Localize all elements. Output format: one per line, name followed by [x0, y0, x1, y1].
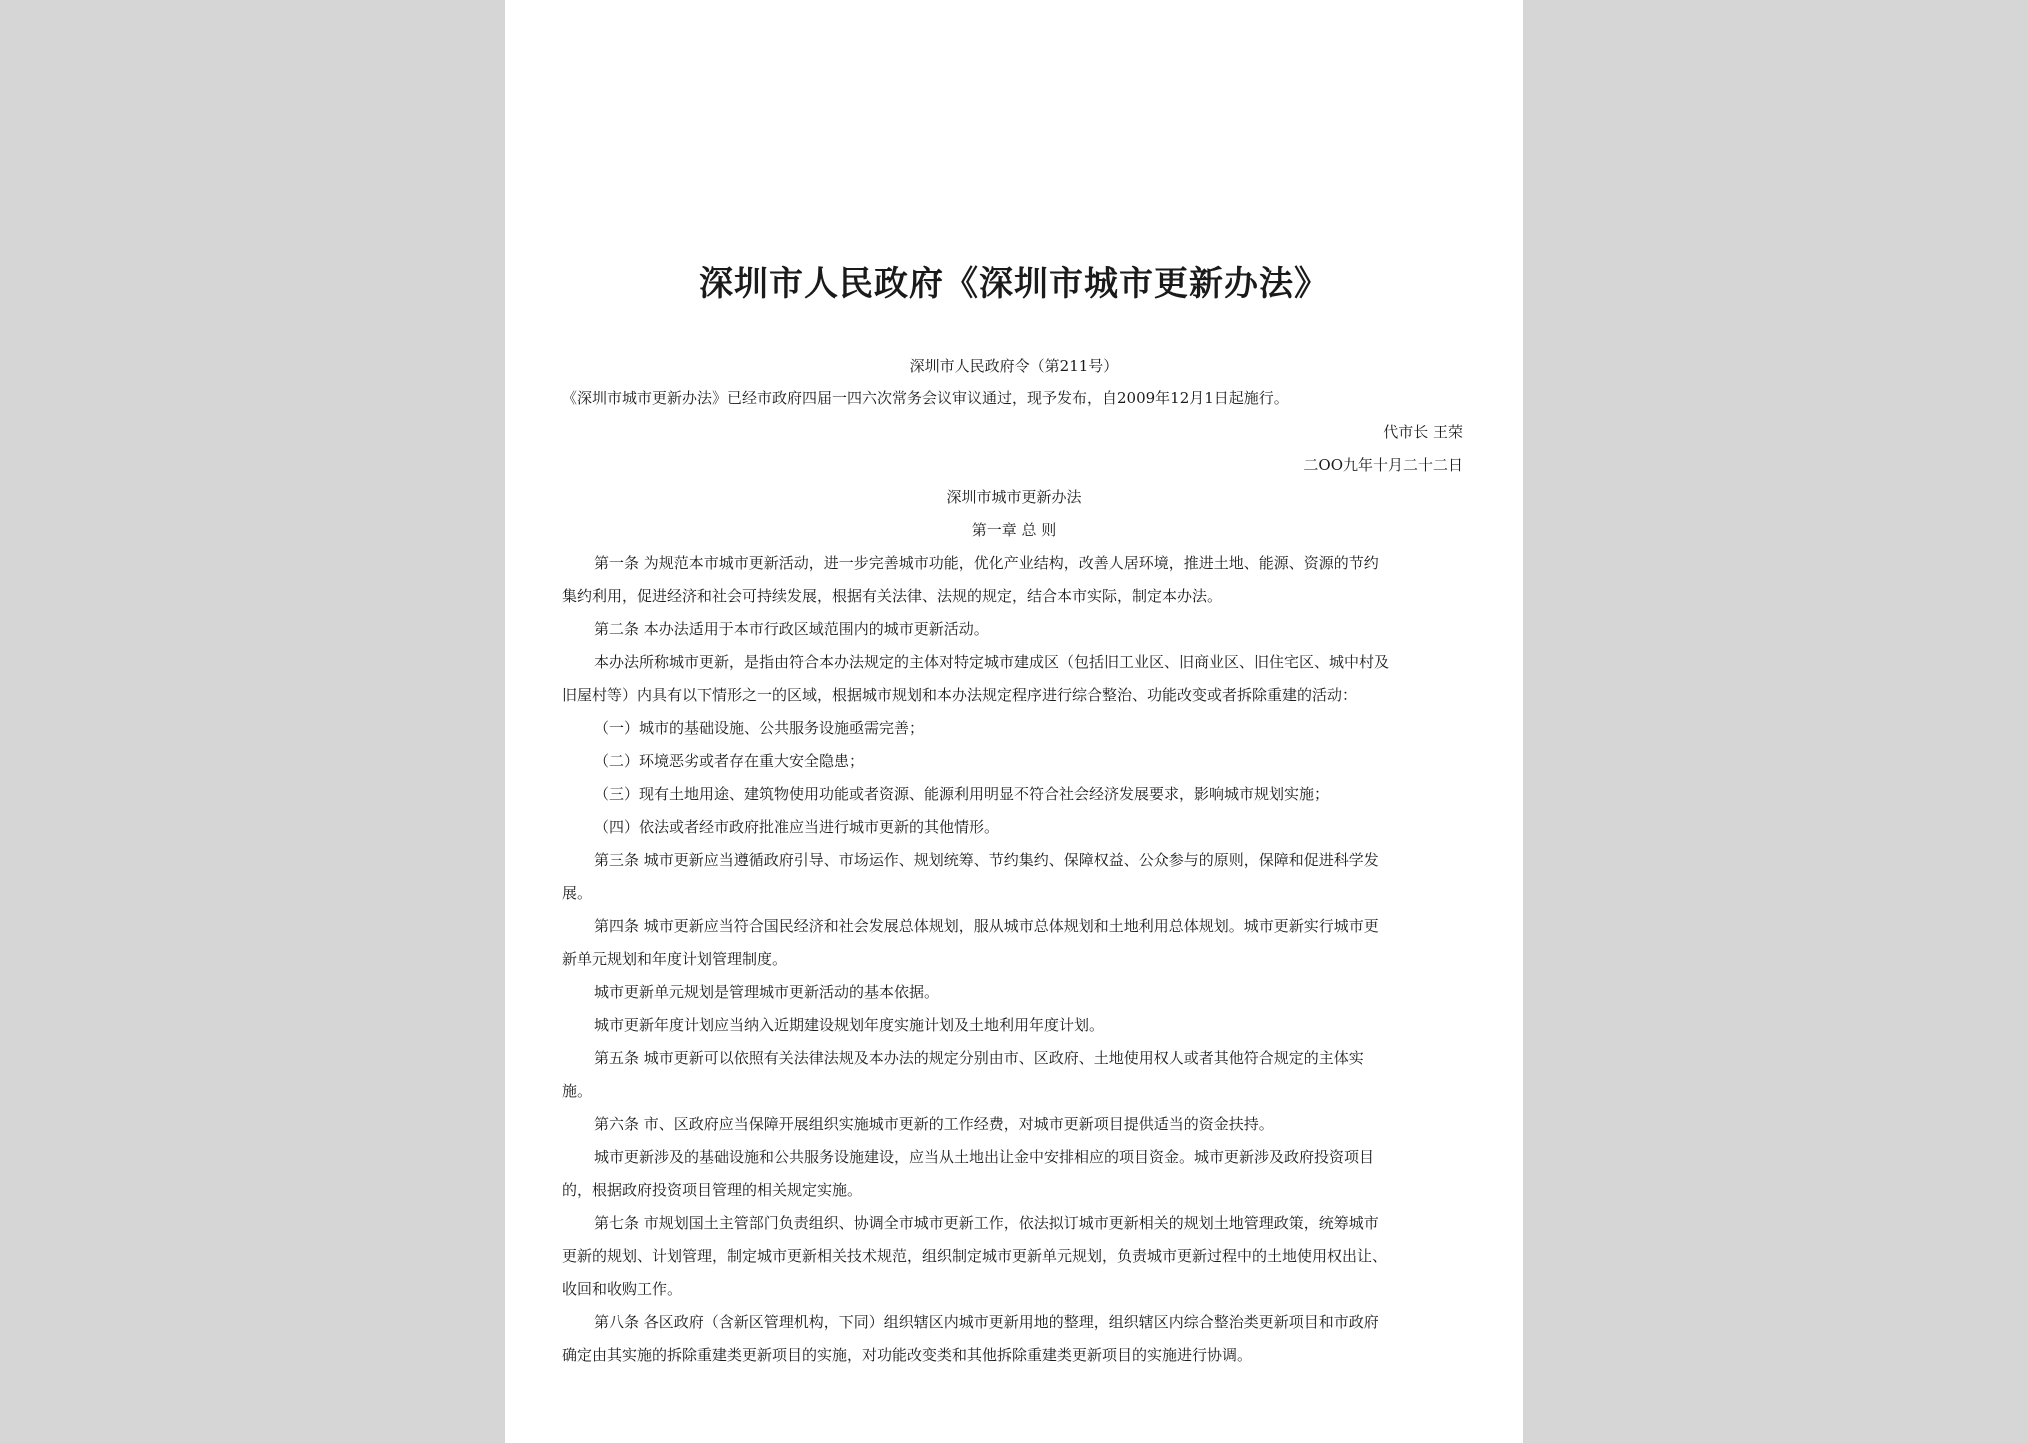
signatory: 代市长 王荣: [1383, 423, 1463, 441]
body-line: （三）现有土地用途、建筑物使用功能或者资源、能源利用明显不符合社会经济发展要求，影响城市规划实施；: [594, 785, 1330, 803]
body-line: 新单元规划和年度计划管理制度。: [562, 950, 788, 968]
body-line: 城市更新年度计划应当纳入近期建设规划年度实施计划及土地利用年度计划。: [594, 1016, 1105, 1034]
body-line: 第六条 市、区政府应当保障开展组织实施城市更新的工作经费，对城市更新项目提供适当的资金扶持。: [594, 1115, 1274, 1133]
body-line: （四）依法或者经市政府批准应当进行城市更新的其他情形。: [594, 818, 1000, 836]
body-line: 的，根据政府投资项目管理的相关规定实施。: [562, 1181, 863, 1199]
order-number: 深圳市人民政府令（第211号）: [909, 357, 1119, 375]
body-line: 城市更新涉及的基础设施和公共服务设施建设，应当从土地出让金中安排相应的项目资金。城市更新涉及政府投资项目: [594, 1148, 1375, 1166]
body-line: 展。: [562, 884, 593, 902]
body-line: 第八条 各区政府（含新区管理机构，下同）组织辖区内城市更新用地的整理，组织辖区内综合整治类更新项目和市政府: [594, 1313, 1379, 1331]
body-line: 确定由其实施的拆除重建类更新项目的实施，对功能改变类和其他拆除重建类更新项目的实施进行协调。: [562, 1346, 1253, 1364]
body-line: 城市更新单元规划是管理城市更新活动的基本依据。: [594, 983, 940, 1001]
chapter-heading: 第一章 总 则: [971, 521, 1057, 539]
body-line: 旧屋村等）内具有以下情形之一的区域，根据城市规划和本办法规定程序进行综合整治、功能改变或者拆除重建的活动：: [562, 686, 1358, 704]
body-line: 收回和收购工作。: [562, 1280, 683, 1298]
body-line: 第二条 本办法适用于本市行政区域范围内的城市更新活动。: [594, 620, 989, 638]
body-line: 第一条 为规范本市城市更新活动，进一步完善城市功能，优化产业结构，改善人居环境，推进土地、能源、资源的节约: [594, 554, 1379, 572]
body-line: 本办法所称城市更新，是指由符合本办法规定的主体对特定城市建成区（包括旧工业区、旧商业区、旧住宅区、城中村及: [594, 653, 1390, 671]
document-title: 深圳市人民政府《深圳市城市更新办法》: [699, 264, 1329, 304]
body-line: 第四条 城市更新应当符合国民经济和社会发展总体规划，服从城市总体规划和土地利用总体规划。城市更新实行城市更: [594, 917, 1379, 935]
sub-title: 深圳市城市更新办法: [946, 488, 1082, 506]
body-line: 第五条 城市更新可以依照有关法律法规及本办法的规定分别由市、区政府、土地使用权人或者其他符合规定的主体实: [594, 1049, 1364, 1067]
body-line: 更新的规划、计划管理，制定城市更新相关技术规范，组织制定城市更新单元规划，负责城市更新过程中的土地使用权出让、: [562, 1247, 1388, 1265]
body-line: （二）环境恶劣或者存在重大安全隐患；: [594, 752, 865, 770]
body-line: （一）城市的基础设施、公共服务设施亟需完善；: [594, 719, 925, 737]
promulgation-text: 《深圳市城市更新办法》已经市政府四届一四六次常务会议审议通过，现予发布，自2009年12月1日起施行。: [562, 389, 1289, 407]
body-line: 第七条 市规划国土主管部门负责组织、协调全市城市更新工作，依法拟订城市更新相关的规划土地管理政策，统筹城市: [594, 1214, 1379, 1232]
body-line: 第三条 城市更新应当遵循政府引导、市场运作、规划统筹、节约集约、保障权益、公众参与的原则，保障和促进科学发: [594, 851, 1379, 869]
document-page: [505, 0, 1523, 1443]
issue-date: 二OO九年十月二十二日: [1303, 456, 1463, 474]
body-line: 集约利用，促进经济和社会可持续发展，根据有关法律、法规的规定，结合本市实际，制定本办法。: [562, 587, 1223, 605]
body-line: 施。: [562, 1082, 593, 1100]
